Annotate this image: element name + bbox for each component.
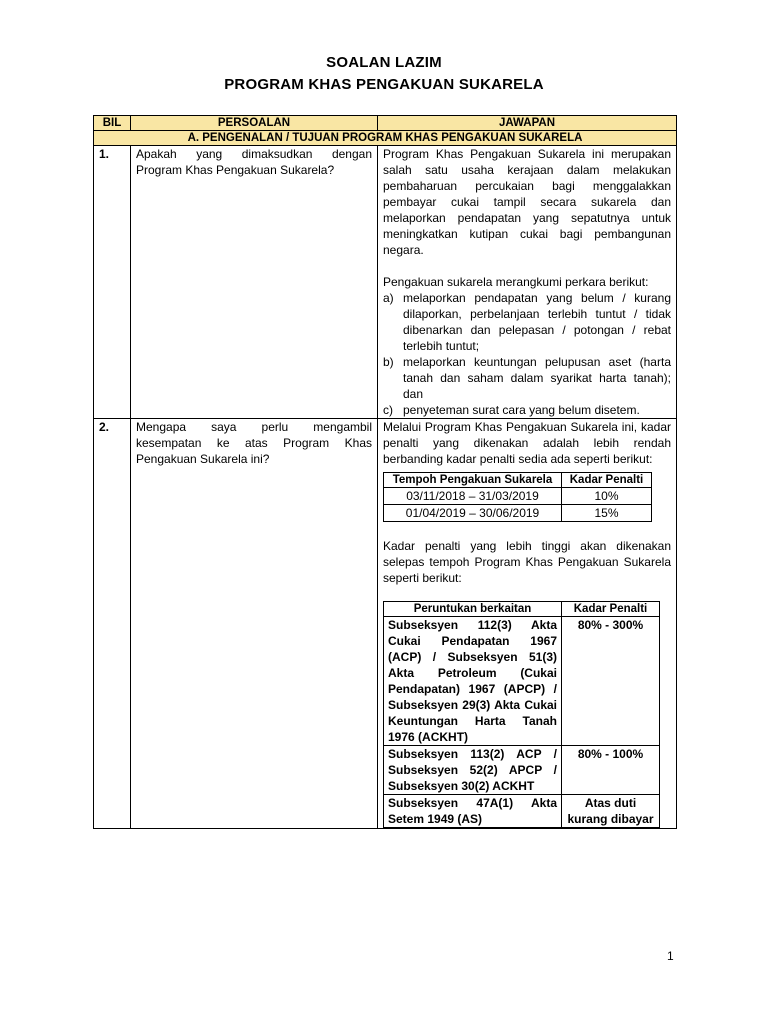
row-number: 1. xyxy=(94,146,131,419)
answer-paragraph: Kadar penalti yang lebih tinggi akan dikenakan selepas tempoh Program Khas Pengakuan Sukarela seperti berikut: xyxy=(383,539,671,585)
rate-cell: 10% xyxy=(562,488,652,505)
period-cell: 03/11/2018 – 31/03/2019 xyxy=(384,488,562,505)
header-row xyxy=(94,116,677,131)
row-number: 2. xyxy=(94,419,131,829)
penalty-provision-table xyxy=(383,601,660,828)
provision-header: Peruntukan berkaitan xyxy=(384,602,562,617)
table-row xyxy=(384,746,660,795)
header-bil: BIL xyxy=(94,116,131,131)
table-row xyxy=(384,488,652,505)
list-item: b) melaporkan keuntungan pelupusan aset (harta tanah dan saham dalam syarikat harta tanah); dan xyxy=(383,355,671,401)
period-cell: 01/04/2019 – 30/06/2019 xyxy=(384,505,562,522)
provision-cell: Subseksyen 47A(1) Akta Setem 1949 (AS) xyxy=(384,795,562,828)
section-row xyxy=(94,131,677,146)
answer-paragraph: Melalui Program Khas Pengakuan Sukarela ini, kadar penalti yang dikenakan adalah lebih rendah berbanding kadar penalti sedia ada seperti berikut: xyxy=(383,420,671,466)
answer-paragraph: Program Khas Pengakuan Sukarela ini merupakan salah satu usaha kerajaan dalam melakukan pembaharuan percukaian bagi menggalakkan pembayar cukai tampil secara sukarela dan melaporkan pendapatan yang sepatutnya untuk meningkatkan kutipan cukai bagi pembangunan negara. xyxy=(383,147,671,257)
answer-list xyxy=(383,290,671,418)
provision-cell: Subseksyen 112(3) Akta Cukai Pendapatan 1967 (ACP) / Subseksyen 51(3) Akta Petroleum (Cukai Pendapatan) 1967 (APCP) / Subseksyen 29(3) Akta Cukai Keuntungan Harta Tanah 1976 (ACKHT) xyxy=(384,617,562,746)
answer-cell xyxy=(378,419,677,829)
question-text: Apakah yang dimaksudkan dengan Program Khas Pengakuan Sukarela? xyxy=(131,146,378,419)
penalty-period-table xyxy=(383,472,652,522)
header-persoalan: PERSOALAN xyxy=(131,116,378,131)
rate-header: Kadar Penalti xyxy=(562,473,652,488)
document-subtitle: PROGRAM KHAS PENGAKUAN SUKARELA xyxy=(224,76,544,93)
faq-table xyxy=(93,115,677,829)
page-number: 1 xyxy=(667,949,674,963)
answer-cell xyxy=(378,146,677,419)
provision-cell: Subseksyen 113(2) ACP / Subseksyen 52(2) APCP / Subseksyen 30(2) ACKHT xyxy=(384,746,562,795)
rate-cell: 80% - 100% xyxy=(562,746,660,795)
answer-paragraph: Pengakuan sukarela merangkumi perkara berikut: xyxy=(383,275,649,289)
faq-row-1 xyxy=(94,146,677,419)
list-item: c) penyeteman surat cara yang belum disetem. xyxy=(383,403,640,417)
section-a-heading: A. PENGENALAN / TUJUAN PROGRAM KHAS PENGAKUAN SUKARELA xyxy=(94,131,677,146)
rate-header: Kadar Penalti xyxy=(562,602,660,617)
rate-cell: Atas duti kurang dibayar xyxy=(562,795,660,828)
faq-row-2 xyxy=(94,419,677,829)
list-item: a) melaporkan pendapatan yang belum / kurang dilaporkan, perbelanjaan terlebih tuntut / tidak dibenarkan dan pelepasan / potongan / rebat terlebih tuntut; xyxy=(383,291,671,353)
question-text: Mengapa saya perlu mengambil kesempatan ke atas Program Khas Pengakuan Sukarela ini? xyxy=(131,419,378,829)
rate-cell: 15% xyxy=(562,505,652,522)
table-row xyxy=(384,617,660,746)
period-header: Tempoh Pengakuan Sukarela xyxy=(384,473,562,488)
table-row xyxy=(384,505,652,522)
header-jawapan: JAWAPAN xyxy=(378,116,677,131)
table-row xyxy=(384,795,660,828)
rate-cell: 80% - 300% xyxy=(562,617,660,746)
document-title: SOALAN LAZIM xyxy=(326,54,442,71)
